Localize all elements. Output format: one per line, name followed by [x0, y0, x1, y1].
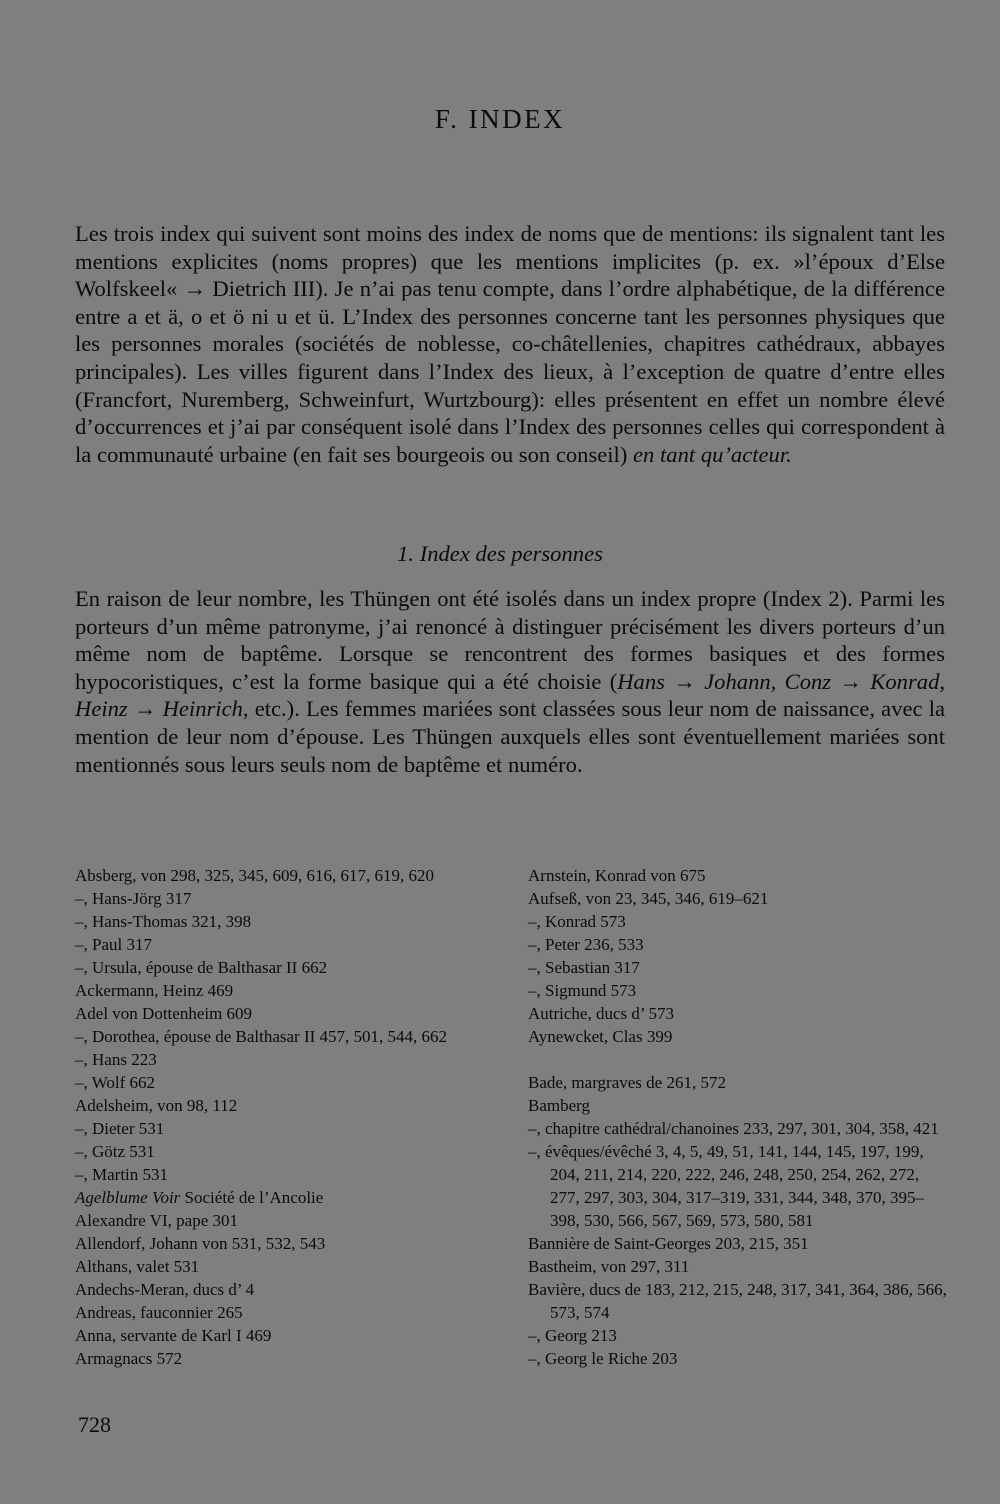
index-entry-text: Société de l’Ancolie	[180, 1188, 324, 1207]
index-entry-text: –, Martin 531	[75, 1165, 169, 1184]
index-entry	[528, 956, 953, 979]
page-number: 728	[78, 1412, 111, 1437]
index-entry	[528, 1071, 953, 1094]
section-text-1: En raison de leur nombre, les Thüngen ont été isolés dans un index propre (Index 2). Parmi les porteurs d’un même patronyme, j’ai renoncé à distinguer précisément les divers porteurs d’un même nom de baptême. Lorsque se rencontrent des formes basiques et des formes hypocoristiques, c’est la forme basique qui a été choisie (	[75, 586, 945, 694]
index-entry-text: Alexandre VI, pape 301	[75, 1211, 239, 1230]
index-entry	[75, 1186, 500, 1209]
index-entry-text: Althans, valet 531	[75, 1257, 200, 1276]
index-entry	[75, 956, 500, 979]
index-entry-text: –, Hans-Thomas 321, 398	[75, 912, 252, 931]
index-entry-text: –, Paul 317	[75, 935, 152, 954]
index-entry	[75, 1025, 500, 1048]
index-entry-italic: Agelblume Voir	[75, 1188, 181, 1207]
index-entry-text: –, évêques/évêché 3, 4, 5, 49, 51, 141, 144, 145, 197, 199, 204, 211, 214, 220, 222, 246, 248, 250, 254, 262, 272, 277, 297, 303, 304, 317–319, 331, 344, 348, 370, 395–398, 530, 566, 567, 569, 573, 580, 581	[528, 1142, 924, 1230]
index-entry	[528, 1232, 953, 1255]
index-entry-text: –, Sebastian 317	[528, 958, 640, 977]
index-entry-text: Allendorf, Johann von 531, 532, 543	[75, 1234, 326, 1253]
index-entry	[528, 1140, 953, 1232]
index-entry	[75, 887, 500, 910]
index-entry-text: Anna, servante de Karl I 469	[75, 1326, 272, 1345]
index-entry	[528, 1278, 953, 1324]
index-entry-text: Andechs-Meran, ducs d’ 4	[75, 1280, 255, 1299]
index-entry	[528, 1117, 953, 1140]
index-entry	[75, 864, 500, 887]
section-paragraph	[75, 585, 945, 778]
index-entry-text: Adel von Dottenheim 609	[75, 1004, 253, 1023]
index-entry-text: Bastheim, von 297, 311	[528, 1257, 690, 1276]
index-entry	[75, 1163, 500, 1186]
index-entry	[528, 979, 953, 1002]
index-entry	[528, 1347, 953, 1370]
index-entry	[75, 1071, 500, 1094]
index-entry-text: –, Ursula, épouse de Balthasar II 662	[75, 958, 328, 977]
index-entry	[75, 1232, 500, 1255]
index-entry-text: Bavière, ducs de 183, 212, 215, 248, 317, 341, 364, 386, 566, 573, 574	[528, 1280, 947, 1322]
page-title: F. INDEX	[434, 104, 566, 134]
index-entry	[75, 1278, 500, 1301]
index-entry-text: Bamberg	[528, 1096, 591, 1115]
index-entry	[528, 1002, 953, 1025]
index-entry	[75, 1117, 500, 1140]
index-entry-text: Aufseß, von 23, 345, 346, 619–621	[528, 889, 769, 908]
index-column-left	[75, 864, 500, 1370]
intro-text: Les trois index qui suivent sont moins des index de noms que de mentions: ils signalent tant les mentions explicites (noms propres) que les mentions implicites (p. ex. »l’époux d’Else Wolfskeel« → Dietrich III). Je n’ai pas tenu compte, dans l’ordre alphabétique, de la différence entre a et ä, o et ö ni u et ü. L’Index des personnes concerne tant les personnes physiques que les personnes morales (sociétés de noblesse, co-châtellenies, chapitres cathédraux, abbayes principales). Les villes figurent dans l’Index des lieux, à l’exception de quatre d’entre elles (Francfort, Nuremberg, Schweinfurt, Wurtzbourg): elles présentent en effet un nombre élevé d’occurrences et j’ai par conséquent isolé dans l’Index des personnes celles qui correspondent à la communauté urbaine (en fait ses bourgeois ou son conseil)	[75, 221, 945, 467]
index-entry	[75, 979, 500, 1002]
index-entry-text: Adelsheim, von 98, 112	[75, 1096, 238, 1115]
section-heading: 1. Index des personnes	[397, 541, 603, 566]
index-entry	[528, 933, 953, 956]
index-entry	[528, 1025, 953, 1048]
index-entry	[528, 887, 953, 910]
index-entry-text: –, Georg 213	[528, 1326, 617, 1345]
index-entry	[528, 864, 953, 887]
index-entry	[75, 910, 500, 933]
intro-italic-text: en tant qu’acteur.	[633, 441, 792, 467]
index-entry	[528, 1324, 953, 1347]
index-entry-text: –, Peter 236, 533	[528, 935, 644, 954]
index-entry-text: –, Dorothea, épouse de Balthasar II 457, 501, 544, 662	[75, 1027, 448, 1046]
index-column-right	[528, 864, 953, 1370]
index-entry	[75, 1002, 500, 1025]
index-entry-text: –, Hans-Jörg 317	[75, 889, 192, 908]
index-entry	[75, 1140, 500, 1163]
intro-paragraph	[75, 220, 945, 468]
index-entry	[75, 1347, 500, 1370]
index-entry	[75, 1255, 500, 1278]
index-entry-text: –, Sigmund 573	[528, 981, 637, 1000]
index-entry	[75, 933, 500, 956]
section-italic-examples: Hans → Johann, Conz → Konrad, Heinz → Heinrich	[75, 668, 946, 722]
index-entry-text: Andreas, fauconnier 265	[75, 1303, 243, 1322]
index-entry	[75, 1094, 500, 1117]
index-entry	[75, 1048, 500, 1071]
index-entry-text: –, Konrad 573	[528, 912, 626, 931]
index-entry-text: –, Götz 531	[75, 1142, 155, 1161]
index-entry	[528, 910, 953, 933]
index-entry-text: –, chapitre cathédral/chanoines 233, 297, 301, 304, 358, 421	[528, 1119, 939, 1138]
index-entry	[75, 1324, 500, 1347]
index-entry-text: Bannière de Saint-Georges 203, 215, 351	[528, 1234, 809, 1253]
index-entry-text: Bade, margraves de 261, 572	[528, 1073, 726, 1092]
index-entry-text: –, Wolf 662	[75, 1073, 156, 1092]
index-entry-text: Absberg, von 298, 325, 345, 609, 616, 617, 619, 620	[75, 866, 435, 885]
index-entry-text: Arnstein, Konrad von 675	[528, 866, 706, 885]
index-entry-text: Autriche, ducs d’ 573	[528, 1004, 675, 1023]
index-entry-text: –, Dieter 531	[75, 1119, 165, 1138]
index-entry-text: Ackermann, Heinz 469	[75, 981, 234, 1000]
index-entry-text: Armagnacs 572	[75, 1349, 183, 1368]
index-entry-text: –, Hans 223	[75, 1050, 157, 1069]
index-entry	[528, 1094, 953, 1117]
index-entry	[75, 1209, 500, 1232]
index-entry	[528, 1255, 953, 1278]
index-entry-text: Aynewcket, Clas 399	[528, 1027, 673, 1046]
index-entry-text: –, Georg le Riche 203	[528, 1349, 678, 1368]
index-entry	[75, 1301, 500, 1324]
section-text-2: , etc.). Les femmes mariées sont classées sous leur nom de naissance, avec la mention de leur nom d’épouse. Les Thüngen auxquels elles sont éventuellement mariées sont mentionnés sous leurs seuls nom de baptême et numéro.	[75, 696, 946, 777]
